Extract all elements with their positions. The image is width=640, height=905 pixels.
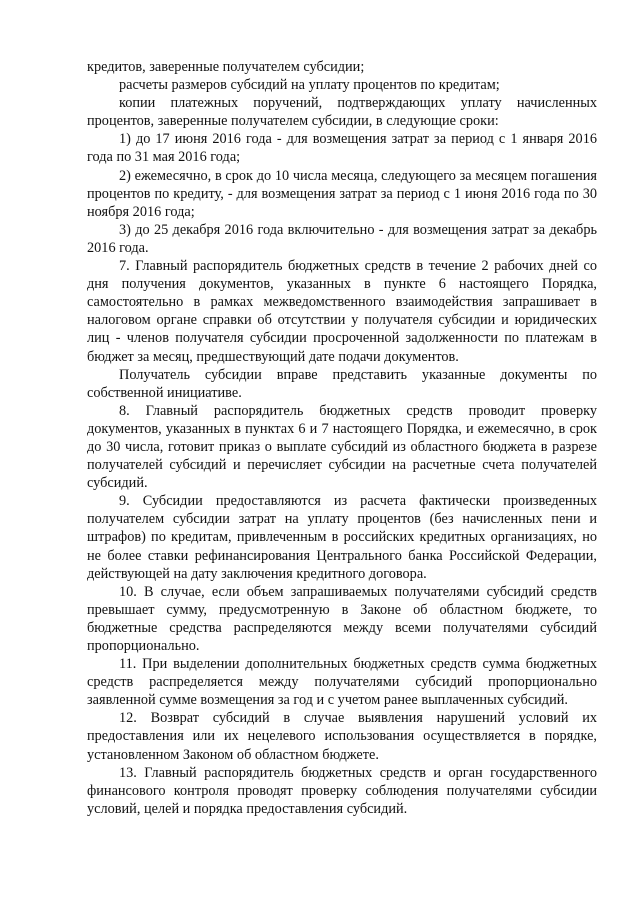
- paragraph-item-10: 10. В случае, если объем запрашиваемых получателями субсидий средств превышает сумму, предусмотренную в Законе об областном бюджете, то бюджетные средства распределяются между всеми получателями субсидий пропорционально.: [87, 583, 597, 654]
- paragraph-item-13: 13. Главный распорядитель бюджетных средств и орган государственного финансового контроля проводят проверку соблюдения получателями субсидии условий, целей и порядка предоставления субсидий.: [87, 764, 597, 817]
- paragraph-payment-orders: копии платежных поручений, подтверждающих уплату начисленных процентов, заверенные получателем субсидии, в следующие сроки:: [87, 95, 597, 130]
- paragraph-item-9: 9. Субсидии предоставляются из расчета фактически произведенных получателем субсидии затрат на уплату процентов (без начисленных пени и штрафов) по кредитам, привлеченным в российских кредитных организациях, но не более ставки рефинансирования Центрального банка Российской Федерации, действующей на дату заключения кредитного договора.: [87, 493, 597, 582]
- paragraph-deadline-1: 1) до 17 июня 2016 года - для возмещения затрат за период с 1 января 2016 года по 31 мая 2016 года;: [87, 131, 597, 166]
- paragraph-item-11: 11. При выделении дополнительных бюджетных средств сумма бюджетных средств распределяется между получателями субсидий пропорционально заявленной сумме возмещения за год и с учетом ранее выплаченных субсидий.: [87, 656, 597, 709]
- document-page: [87, 58, 597, 818]
- paragraph-subsidy-calculations: расчеты размеров субсидий на уплату процентов по кредитам;: [119, 77, 500, 94]
- paragraph-own-initiative: Получатель субсидии вправе представить указанные документы по собственной инициативе.: [87, 366, 597, 401]
- paragraph-credits-continuation: кредитов, заверенные получателем субсидии;: [87, 59, 365, 75]
- paragraph-item-8: 8. Главный распорядитель бюджетных средств проводит проверку документов, указанных в пунктах 6 и 7 настоящего Порядка, и ежемесячно, в срок до 30 числа, готовит приказ о выплате субсидий из областного бюджета в разрезе получателей субсидий и перечисляет субсидии на расчетные счета получателей субсидий.: [87, 402, 597, 492]
- paragraph-deadline-2: 2) ежемесячно, в срок до 10 числа месяца, следующего за месяцем погашения процентов по кредиту, - для возмещения затрат за период с 1 июня 2016 года по 30 ноября 2016 года;: [87, 167, 597, 220]
- paragraph-deadline-3: 3) до 25 декабря 2016 года включительно - для возмещения затрат за декабрь 2016 года.: [87, 221, 597, 256]
- paragraph-item-12: 12. Возврат субсидий в случае выявления нарушений условий их предоставления или их нецелевого использования осуществляется в порядке, установленном Законом об областном бюджете.: [87, 710, 597, 763]
- paragraph-item-7: 7. Главный распорядитель бюджетных средств в течение 2 рабочих дней со дня получения документов, указанных в пункте 6 настоящего Порядка, самостоятельно в рамках межведомственного взаимодействия запрашивает в налоговом органе справки об отсутствии у получателя субсидии и юридических лиц - членов получателя субсидии просроченной задолженности по платежам в бюджет за месяц, предшествующий дате подачи документов.: [87, 258, 597, 365]
